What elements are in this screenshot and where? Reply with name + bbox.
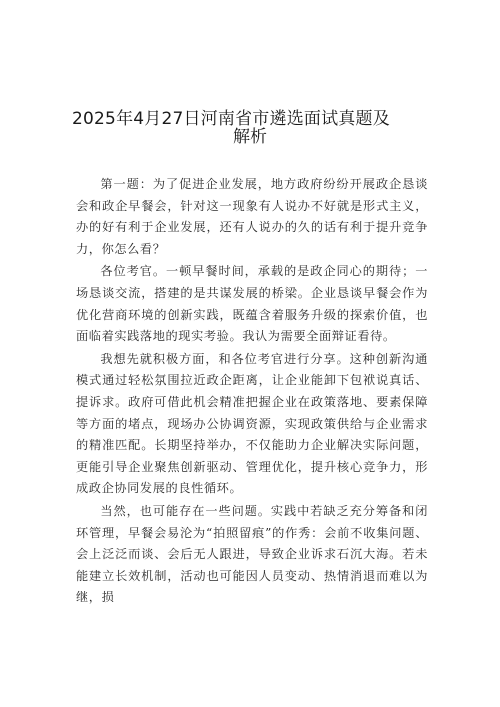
paragraph-question: 第一题：为了促进企业发展，地方政府纷纷开展政企恳谈会和政企早餐会，针对这一现象有人说办不好就是形式主义，办的好有利于企业发展，还有人说办的久的话有利于提升竞争力，你怎么看？ — [76, 177, 428, 256]
paragraph-positive: 我想先就积极方面，和各位考官进行分享。这种创新沟通模式通过轻松氛围拉近政企距离，让企业能卸下包袱说真话、提诉求。政府可借此机会精准把握企业在政策落地、要素保障等方面的堵点，现场办公协调资源，实现政策供给与企业需求的精准匹配。长期坚持举办，不仅能助力企业解决实际问题，更能引导企业聚焦创新驱动、管理优化，提升核心竞争力，形成政企协同发展的良性循环。 — [76, 351, 428, 496]
document-title: 2025年4月27日河南省市遴选面试真题及 — [72, 109, 390, 129]
document-title-continued: 解析 — [233, 127, 267, 147]
paragraph-problems: 当然，也可能存在一些问题。实践中若缺乏充分筹备和闭环管理，早餐会易沦为“拍照留痕”的作秀：会前不收集问题、会上泛泛而谈、会后无人跟进，导致企业诉求石沉大海。若未能建立长效机制，活动也可能因人员变动、热情消退而难以为继，损 — [76, 503, 428, 605]
paragraph-opening: 各位考官。一顿早餐时间，承载的是政企同心的期待；一场恳谈交流，搭建的是共谋发展的桥梁。企业恳谈早餐会作为优化营商环境的创新实践，既蕴含着服务升级的探索价值，也面临着实践落地的现实考验。我认为需要全面辩证看待。 — [76, 264, 428, 344]
document-body — [76, 174, 428, 610]
